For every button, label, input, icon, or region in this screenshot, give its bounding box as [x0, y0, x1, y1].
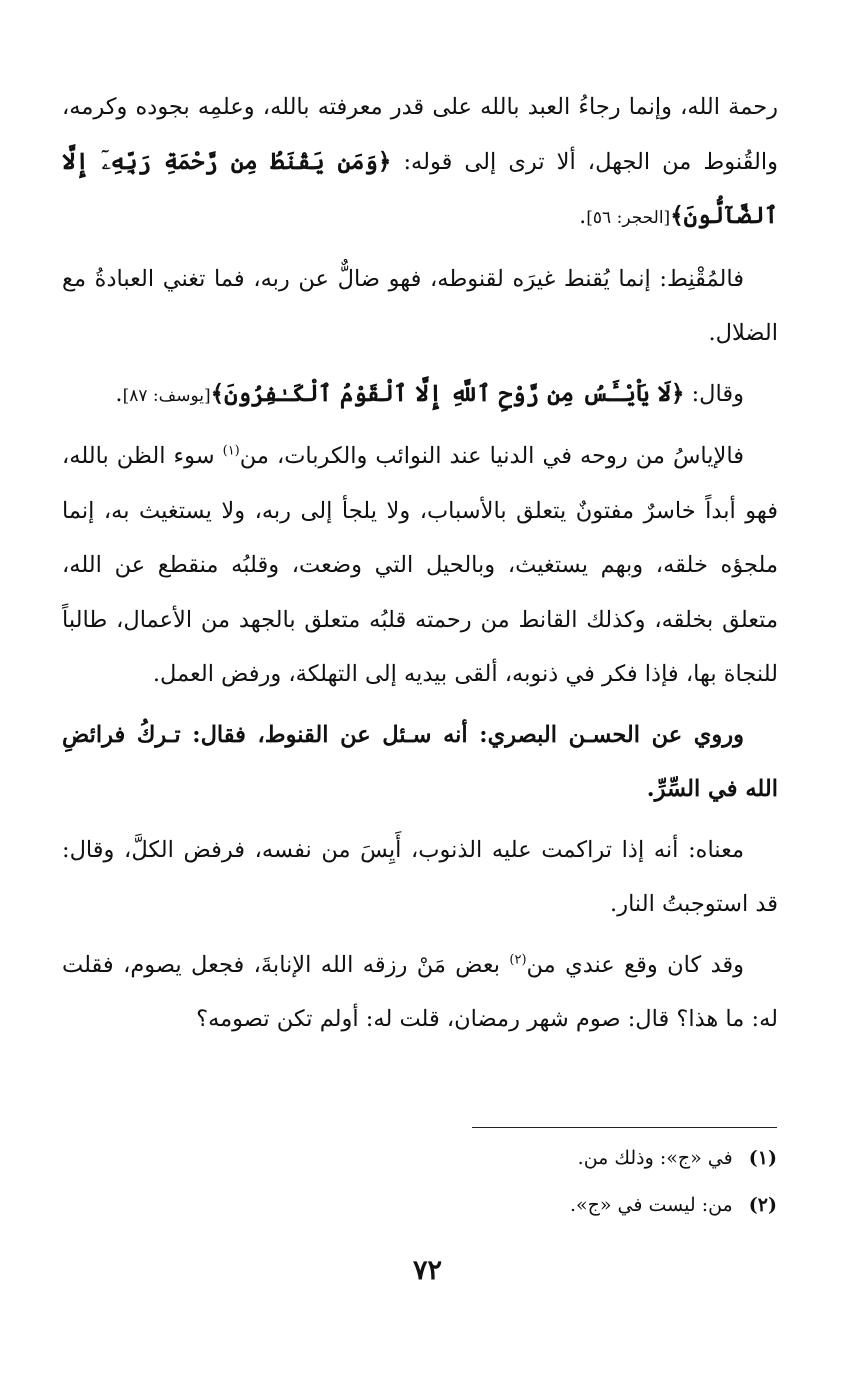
- verse-reference: [يوسف: ٨٧]: [122, 385, 211, 406]
- text-run: وقد كان وقع عندي من: [526, 951, 745, 978]
- footnote-1: [77, 1146, 777, 1171]
- footnote-marker: (١): [222, 443, 240, 459]
- text-run: فالمُقْنِط: إنما يُقنط غيرَه لقنوطه، فهو ضالٌّ عن ربه، فما تغني العبادةُ مع الضلال.: [62, 265, 778, 346]
- page-number: ٧٢: [412, 1255, 442, 1286]
- main-text: [62, 80, 778, 1047]
- paragraph-4: [62, 429, 778, 702]
- paragraph-5: [62, 708, 778, 817]
- quran-verse: ﴿لَا يَاْيْـَٔسُ مِن رَّوْحِ ٱللَّهِ إِلَّا ٱلْقَوْمُ ٱلْكَـٰفِرُونَ﴾: [210, 379, 685, 407]
- paragraph-7: [62, 938, 778, 1047]
- footnote-number: (١): [748, 1147, 777, 1169]
- footnote-marker: (٢): [509, 952, 527, 967]
- footnote-text: من: ليست في «ج».: [569, 1194, 733, 1216]
- text-run: بعض مَنْ رزقه الله الإنابةَ، فجعل يصوم، فقلت له: ما هذا؟ قال: صوم شهر رمضان، قلت له: أولم تكن تصومه؟: [62, 951, 778, 1032]
- text-run: فالإياسُ من روحه في الدنيا عند النوائب والكربات، من: [239, 443, 744, 469]
- verse-reference: [الحجر: ٥٦]: [586, 208, 671, 228]
- paragraph-6: [62, 823, 778, 932]
- footnote-divider: [472, 1127, 777, 1128]
- text-run: معناه: أنه إذا تراكمت عليه الذنوب، أَيِسَ من نفسه، فرفض الكلَّ، وقال: قد استوجبتُ النار.: [62, 836, 778, 917]
- footnote-2: [77, 1193, 777, 1218]
- text-run: وقال:: [684, 380, 744, 407]
- text-run: .: [579, 203, 587, 229]
- text-run: .: [115, 380, 123, 407]
- footnote-text: في «ج»: وذلك من.: [577, 1147, 733, 1169]
- quran-verse: ﴿وَمَن يَقْنَطُ مِن رَّحْمَةِ رَبِّهِۦٓ إِلَّا ٱلضَّآلُّونَ﴾: [62, 147, 778, 229]
- text-run: رحمة الله، وإنما رجاءُ العبد بالله على قدر معرفته بالله، وعلمِه بجوده وكرمه، والقُنوط من الجهل، ألا ترى إلى قوله:: [62, 94, 778, 175]
- footnote-number: (٢): [748, 1194, 777, 1216]
- text-run: سوء الظن بالله، فهو أبداً خاسرٌ مفتونٌ يتعلق بالأسباب، ولا يلجأ إلى ربه، ولا يستغيث به، إنما ملجؤه خلقه، وبهم يستغيث، وبالحيل التي وضعت، وقلبُه منقطع عن الله، متعلق بخلقه، وكذلك القانط من رحمته قلبُه متعلق بالجهد من الأعمال، طالباً للنجاة بها، فإذا فكر في ذنوبه، ألقى بيديه إلى التهلكة، ورفض العمل.: [62, 443, 778, 687]
- paragraph-1: [62, 80, 778, 246]
- paragraph-2: [62, 252, 778, 361]
- paragraph-3: [62, 367, 778, 424]
- footnotes: [77, 1146, 777, 1240]
- text-run: وروي عن الحسـن البصري: أنه سـئل عن القنوط، فقال: تـركُ فرائضِ الله في السِّرِّ.: [62, 721, 778, 802]
